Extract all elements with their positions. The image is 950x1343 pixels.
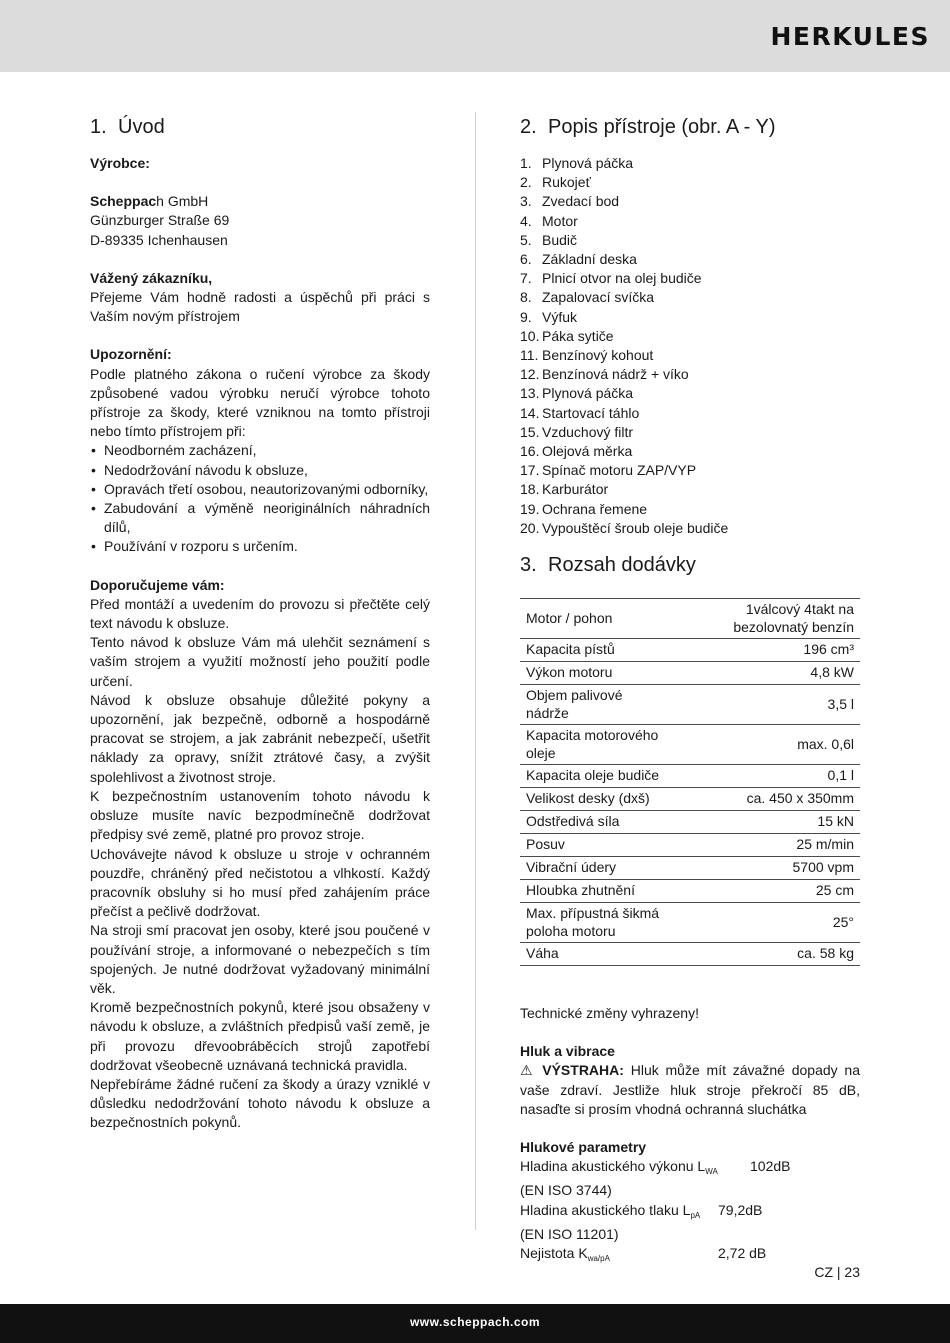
item-number: 19. [520, 500, 540, 517]
company-name [90, 192, 430, 211]
spec-key: Vibrační údery [520, 857, 670, 880]
list-item [520, 212, 860, 231]
section-number: 1. [90, 116, 107, 138]
warning-label: VÝSTRAHA: [542, 1062, 624, 1079]
item-number: 16. [520, 443, 540, 460]
spec-key: Max. přípustná šikmá poloha motoru [520, 903, 670, 943]
parts-list [520, 154, 860, 538]
noise-param-row [520, 1244, 860, 1268]
spec-value: 4,8 kW [670, 662, 860, 685]
item-label: Olejová měrka [542, 443, 633, 460]
company-name-bold: Scheppac [90, 193, 157, 210]
item-label: Plynová páčka [542, 155, 634, 171]
spec-value: 15 kN [670, 811, 860, 834]
item-number: 14. [520, 404, 540, 421]
list-item [520, 346, 860, 365]
list-item [520, 500, 860, 519]
item-number: 3. [520, 193, 532, 210]
list-item [520, 404, 860, 423]
item-label: Zvedací bod [542, 193, 620, 210]
item-label: Benzínový kohout [542, 347, 654, 364]
item-label: Základní deska [542, 251, 637, 268]
item-number: 1. [520, 155, 532, 171]
noise-param-row [520, 1201, 860, 1225]
list-item [520, 365, 860, 384]
param-subscript: wa/pA [587, 1254, 610, 1264]
table-row [520, 725, 860, 765]
spec-value: ca. 58 kg [670, 943, 860, 966]
noise-params-label: Hlukové parametry [520, 1139, 647, 1156]
spec-value: 1válcový 4takt na bezolovnatý benzín [670, 599, 860, 639]
param-subscript: WA [705, 1167, 718, 1177]
item-label: Startovací táhlo [542, 404, 640, 421]
spec-key: Kapacita pístů [520, 639, 670, 662]
section-2-heading [520, 112, 860, 142]
section-title: Popis přístroje (obr. A - Y) [548, 116, 776, 138]
footer-bar [0, 1304, 950, 1343]
page-number-value: 23 [844, 1264, 860, 1280]
manufacturer-label: Výrobce: [90, 155, 150, 171]
column-divider [475, 112, 476, 1230]
page-language: CZ [814, 1264, 833, 1280]
intro-column [90, 112, 430, 1133]
table-row [520, 765, 860, 788]
param-label [520, 1201, 718, 1225]
param-label-text: Hladina akustického výkonu L [520, 1158, 706, 1175]
paragraph: K bezpečnostním ustanovením tohoto návodu k obsluze musíte navíc bezpodmínečně dodržovat předpisy své země, platné pro provoz stroje. [90, 787, 430, 843]
paragraph: Před montáží a uvedením do provozu si přečtěte celý text návodu k obsluze. [90, 595, 430, 632]
spec-value: max. 0,6l [670, 725, 860, 765]
spec-value: 3,5 l [670, 685, 860, 725]
table-row [520, 903, 860, 943]
paragraph: Na stroji smí pracovat jen osoby, které jsou poučené v používání stroje, a informované o nebezpečích s tím spojených. Je nutné dodržovat vyžadovaný minimální věk. [90, 922, 430, 996]
noise-label: Hluk a vibrace [520, 1043, 615, 1060]
list-item [520, 423, 860, 442]
spec-table [520, 598, 860, 966]
spec-key: Výkon motoru [520, 662, 670, 685]
item-number: 15. [520, 423, 540, 440]
item-number: 17. [520, 462, 540, 479]
company-street: Günzburger Straße 69 [90, 212, 230, 229]
item-number: 6. [520, 251, 532, 268]
list-item [520, 288, 860, 307]
spec-key: Objem palivové nádrže [520, 685, 670, 725]
item-number: 2. [520, 174, 532, 191]
item-number: 5. [520, 231, 532, 248]
spec-key: Motor / pohon [520, 599, 670, 639]
list-item [520, 192, 860, 211]
company-name-rest: h GmbH [156, 193, 209, 210]
table-row [520, 639, 860, 662]
item-number: 10. [520, 327, 540, 344]
item-label: Budič [542, 231, 578, 248]
param-value: 79,2dB [718, 1201, 763, 1218]
paragraph: Návod k obsluze obsahuje důležité pokyny a upozornění, jak bezpečně, odborně a hospodárně pracovat se strojem, a jak zabránit nebezpečí, ušetřit náklady za opravy, snížit ztrátové časy, a zvýšit spolehlivost a životnost stroje. [90, 691, 430, 785]
param-label [520, 1157, 750, 1181]
section-title: Rozsah dodávky [548, 554, 696, 577]
list-item: • Používání v rozporu s určením. [90, 537, 430, 556]
param-value: 2,72 dB [718, 1245, 767, 1262]
param-label [520, 1244, 718, 1268]
spec-key: Kapacita oleje budiče [520, 765, 670, 788]
spec-key: Kapacita motorového oleje [520, 725, 670, 765]
param-subscript: pA [690, 1210, 701, 1220]
list-item [520, 480, 860, 499]
item-label: Výfuk [542, 308, 578, 325]
table-row [520, 685, 860, 725]
item-number: 9. [520, 308, 532, 325]
item-label: Rukojeť [542, 174, 591, 191]
greeting-text: Přejeme Vám hodně radosti a úspěchů při práci s Vaším novým přístrojem [90, 289, 430, 325]
spec-value: 196 cm³ [670, 639, 860, 662]
page-separator: | [836, 1264, 841, 1280]
item-label: Vypouštěcí šroub oleje budiče [542, 519, 729, 536]
spec-key: Velikost desky (dxš) [520, 788, 670, 811]
tech-changes-note: Technické změny vyhrazeny! [520, 1005, 699, 1022]
item-number: 18. [520, 481, 540, 498]
item-label: Plnicí otvor na olej budiče [542, 270, 702, 287]
warning-text-block [520, 1061, 860, 1119]
spec-value: 25 cm [670, 880, 860, 903]
notice-text: Podle platného zákona o ručení výrobce za škody způsobené vadou výrobku neručí výrobce tohoto přístroje za škody, které vzniknou na tomto přístroji nebo tímto přístrojem při: [90, 365, 430, 440]
item-label: Benzínová nádrž + víko [542, 366, 689, 383]
spec-key: Hloubka zhutnění [520, 880, 670, 903]
section-title: Úvod [118, 116, 165, 138]
table-row [520, 943, 860, 966]
noise-param-row [520, 1157, 860, 1181]
list-item [520, 173, 860, 192]
item-label: Spínač motoru ZAP/VYP [542, 462, 697, 479]
list-item: • Nedodržování návodu k obsluze, [90, 461, 430, 480]
table-row [520, 788, 860, 811]
item-number: 20. [520, 519, 540, 536]
spec-key: Váha [520, 943, 670, 966]
spec-value: 25 m/min [670, 834, 860, 857]
table-row [520, 880, 860, 903]
list-item [520, 384, 860, 403]
list-item: • Neodborném zacházení, [90, 441, 430, 460]
item-number: 4. [520, 212, 532, 229]
table-row [520, 834, 860, 857]
item-label: Motor [542, 212, 578, 229]
param-norm: (EN ISO 3744) [520, 1182, 612, 1199]
list-item [520, 519, 860, 538]
paragraph: Nepřebíráme žádné ručení za škody a úrazy vzniklé v důsledku nedodržování tohoto návodu k obsluze a bezpečnostních pokynů. [90, 1075, 430, 1131]
spec-value: ca. 450 x 350mm [670, 788, 860, 811]
recommend-label: Doporučujeme vám: [90, 576, 225, 593]
item-number: 13. [520, 385, 540, 402]
list-item [520, 461, 860, 480]
footer-url[interactable]: www.scheppach.com [409, 1315, 541, 1329]
list-item [520, 250, 860, 269]
item-number: 7. [520, 270, 532, 287]
description-column [520, 112, 860, 1268]
item-label: Páka sytiče [542, 327, 614, 344]
item-label: Karburátor [542, 481, 609, 498]
paragraph: Uchovávejte návod k obsluze u stroje v ochranném pouzdře, chráněný před nečistotou a vlhkostí. Každý pracovník obsluhy si ho musí před zahájením práce přečíst a pečlivě dodržovat. [90, 845, 430, 920]
spec-value: 5700 vpm [670, 857, 860, 880]
section-1-heading [90, 112, 430, 142]
item-label: Ochrana řemene [542, 500, 648, 517]
item-label: Zapalovací svíčka [542, 289, 655, 306]
brand-logo: HERKULES [770, 22, 930, 51]
table-row [520, 662, 860, 685]
param-label-text: Nejistota K [520, 1245, 588, 1262]
list-item [520, 308, 860, 327]
list-item: • Opravách třetí osobou, neautorizovanými odborníky, [90, 480, 430, 499]
list-item [520, 231, 860, 250]
table-row [520, 599, 860, 639]
spec-value: 0,1 l [670, 765, 860, 788]
item-label: Vzduchový filtr [542, 423, 634, 440]
list-item [520, 442, 860, 461]
warning-text: Hluk může mít závažné dopady na vaše zdraví. Jestliže hluk stroje překročí 85 dB, nasaďte si prosím vhodná ochranná sluchátka [520, 1062, 860, 1117]
list-item [520, 269, 860, 288]
item-number: 8. [520, 289, 532, 306]
greeting: Vážený zákazníku, [90, 269, 213, 286]
notice-label: Upozornění: [90, 346, 172, 363]
spec-key: Posuv [520, 834, 670, 857]
list-item [520, 327, 860, 346]
param-value: 102dB [750, 1158, 791, 1175]
paragraph: Kromě bezpečnostních pokynů, které jsou obsaženy v návodu k obsluze, a zvláštních předpisů vaší země, je při provozu dřevoobráběcích strojů zapotřebí dodržovat všeobecně uznávaná technická pravidla. [90, 999, 430, 1073]
section-number: 3. [520, 554, 537, 577]
table-row [520, 857, 860, 880]
page-number [814, 1264, 860, 1280]
header-bar [0, 0, 950, 72]
section-3-heading [520, 550, 860, 580]
liability-list [90, 441, 430, 556]
table-row [520, 811, 860, 834]
warning-icon: ⚠ [520, 1062, 536, 1079]
param-label-text: Hladina akustického tlaku L [520, 1201, 691, 1218]
spec-key: Odstředivá síla [520, 811, 670, 834]
section-number: 2. [520, 116, 537, 138]
spec-value: 25° [670, 903, 860, 943]
param-norm: (EN ISO 11201) [520, 1225, 619, 1242]
item-label: Plynová páčka [542, 385, 634, 402]
item-number: 12. [520, 366, 540, 383]
item-number: 11. [520, 347, 539, 364]
paragraph: Tento návod k obsluze Vám má ulehčit seznámení s vaším strojem a využití možností jeho použití podle určení. [90, 634, 430, 689]
list-item: • Zabudování a výměně neoriginálních náhradních dílů, [90, 499, 430, 537]
company-city: D-89335 Ichenhausen [90, 231, 228, 248]
list-item [520, 154, 860, 173]
